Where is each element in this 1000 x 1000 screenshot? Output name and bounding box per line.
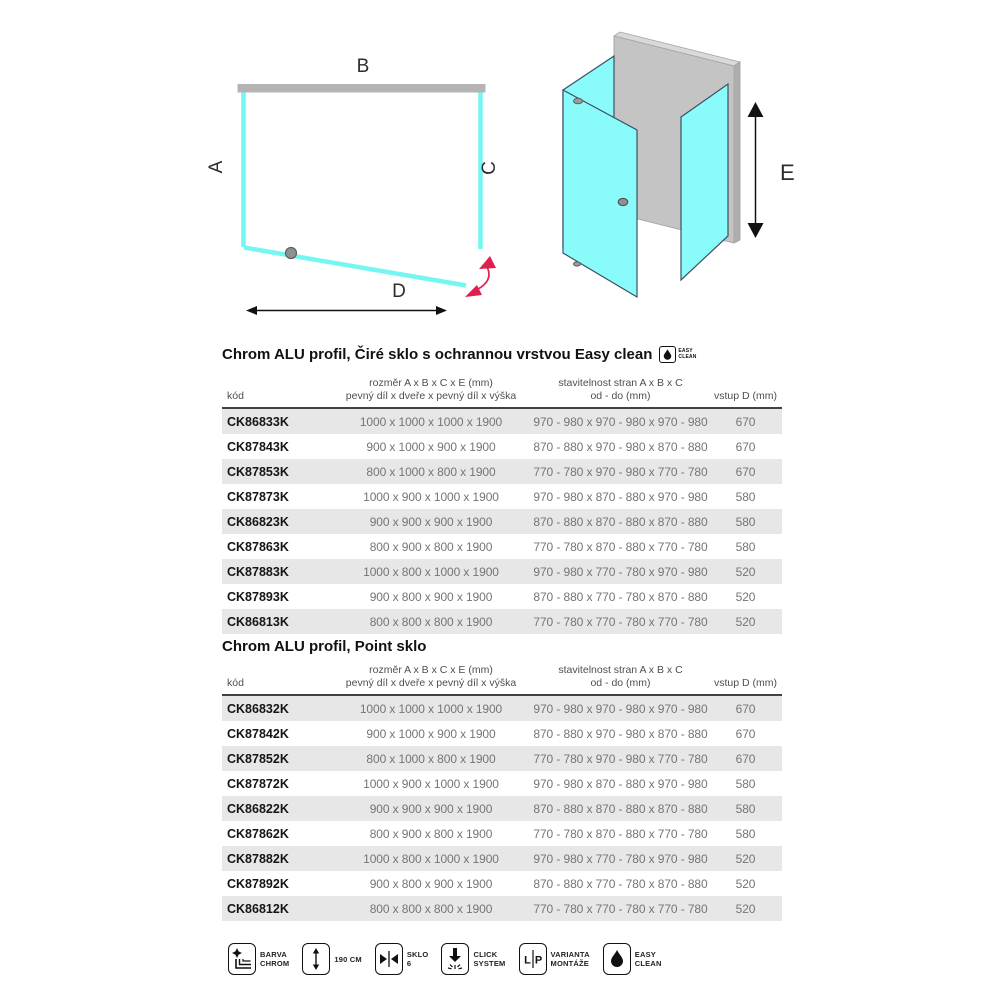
cell-rozmer: 1000 x 1000 x 1000 x 1900	[359, 414, 503, 429]
cell-kod: CK87883K	[227, 564, 289, 579]
table-row	[222, 846, 782, 871]
bottom-hinge	[574, 262, 581, 266]
feature-click-system	[441, 943, 505, 975]
cell-stavitelnost: 770 - 780 x 770 - 780 x 770 - 780	[533, 614, 708, 629]
table-row	[222, 484, 782, 509]
cell-kod: CK87842K	[227, 726, 289, 741]
dim-label-b: B	[356, 56, 370, 77]
cell-vstup: 520	[735, 901, 756, 916]
cell-stavitelnost: 970 - 980 x 870 - 880 x 970 - 980	[533, 776, 708, 791]
cell-stavitelnost: 870 - 880 x 970 - 980 x 870 - 880	[533, 726, 708, 741]
feature-label: SKLO 6	[406, 950, 429, 968]
cell-vstup: 670	[735, 701, 756, 716]
cell-stavitelnost: 770 - 780 x 870 - 880 x 770 - 780	[533, 826, 708, 841]
table-row	[222, 434, 782, 459]
top-hinge	[574, 98, 583, 104]
cell-vstup: 520	[735, 876, 756, 891]
cell-rozmer: 1000 x 800 x 1000 x 1900	[363, 851, 499, 866]
cell-vstup: 580	[735, 776, 756, 791]
cell-kod: CK87882K	[227, 851, 289, 866]
header-vstup: vstup D (mm)	[714, 677, 777, 689]
wall-bar	[238, 84, 486, 93]
dim-label-d: D	[392, 281, 406, 302]
svg-text:P: P	[534, 954, 542, 967]
cell-vstup: 670	[735, 726, 756, 741]
header-stavitelnost: stavitelnost stran A x B x C od - do (mm)	[558, 664, 683, 689]
cell-kod: CK87843K	[227, 439, 289, 454]
cell-stavitelnost: 870 - 880 x 870 - 880 x 870 - 880	[533, 801, 708, 816]
cell-kod: CK86832K	[227, 701, 289, 716]
cell-kod: CK87873K	[227, 489, 289, 504]
cell-kod: CK87893K	[227, 589, 289, 604]
right-glass-panel	[681, 84, 728, 280]
cell-stavitelnost: 970 - 980 x 770 - 780 x 970 - 980	[533, 564, 708, 579]
table-row	[222, 609, 782, 634]
cell-vstup: 670	[735, 751, 756, 766]
header-stavitelnost: stavitelnost stran A x B x C od - do (mm)	[558, 377, 683, 402]
cell-rozmer: 1000 x 900 x 1000 x 1900	[363, 489, 499, 504]
cell-stavitelnost: 970 - 980 x 970 - 980 x 970 - 980	[533, 701, 708, 716]
cell-kod: CK86823K	[227, 514, 289, 529]
table-row	[222, 721, 782, 746]
svg-text:L: L	[523, 954, 531, 967]
glass-thickness-icon	[375, 943, 403, 975]
cell-vstup: 670	[735, 414, 756, 429]
cell-vstup: 580	[735, 801, 756, 816]
header-rozmer: rozměr A x B x C x E (mm) pevný díl x dveře x pevný díl x výška	[345, 664, 517, 689]
lp-variant-icon	[519, 943, 547, 975]
cell-rozmer: 900 x 1000 x 900 x 1900	[366, 726, 496, 741]
table-row	[222, 534, 782, 559]
cell-vstup: 580	[735, 514, 756, 529]
feature-label: CLICK SYSTEM	[473, 950, 506, 968]
top-view-diagram	[200, 40, 510, 330]
cell-rozmer: 1000 x 800 x 1000 x 1900	[363, 564, 499, 579]
table-row	[222, 896, 782, 921]
table-row	[222, 771, 782, 796]
feature-label: 190 CM	[334, 954, 362, 964]
cell-kod: CK87862K	[227, 826, 289, 841]
height-dimension-arrow	[748, 102, 764, 238]
table-point-sklo	[222, 664, 782, 921]
cell-rozmer: 800 x 800 x 800 x 1900	[369, 901, 493, 916]
header-kod: kód	[227, 390, 244, 402]
cell-vstup: 520	[735, 851, 756, 866]
door-handle	[618, 198, 628, 205]
table-row	[222, 509, 782, 534]
table-row	[222, 746, 782, 771]
cell-vstup: 670	[735, 464, 756, 479]
feature-label: BARVA CHROM	[260, 950, 290, 968]
cell-vstup: 580	[735, 539, 756, 554]
feature-easy-clean	[603, 943, 662, 975]
cell-rozmer: 900 x 900 x 900 x 1900	[369, 801, 493, 816]
cell-rozmer: 800 x 900 x 800 x 1900	[369, 826, 493, 841]
cell-stavitelnost: 870 - 880 x 970 - 980 x 870 - 880	[533, 439, 708, 454]
feature-sklo-6	[375, 943, 429, 975]
section2-title: Chrom ALU profil, Point sklo	[222, 638, 427, 655]
header-rozmer: rozměr A x B x C x E (mm) pevný díl x dveře x pevný díl x výška	[345, 377, 517, 402]
table-body	[222, 696, 782, 921]
cell-stavitelnost: 970 - 980 x 770 - 780 x 970 - 980	[533, 851, 708, 866]
cell-rozmer: 900 x 800 x 900 x 1900	[369, 589, 493, 604]
table-row	[222, 559, 782, 584]
table-row	[222, 821, 782, 846]
height-arrow-icon	[302, 943, 330, 975]
cell-rozmer: 900 x 1000 x 900 x 1900	[366, 439, 496, 454]
table-row	[222, 796, 782, 821]
easy-clean-droplet-icon	[603, 943, 631, 975]
cell-stavitelnost: 970 - 980 x 870 - 880 x 970 - 980	[533, 489, 708, 504]
cell-rozmer: 1000 x 900 x 1000 x 1900	[363, 776, 499, 791]
dim-label-c: C	[479, 161, 500, 175]
cell-stavitelnost: 770 - 780 x 770 - 780 x 770 - 780	[533, 901, 708, 916]
easy-clean-badge-label: EASY CLEAN	[678, 348, 697, 360]
section2-title-row	[222, 638, 822, 655]
feature-label: EASY CLEAN	[634, 950, 662, 968]
feature-label: VARIANTA MONTÁŽE	[550, 950, 590, 968]
cell-rozmer: 800 x 1000 x 800 x 1900	[366, 464, 496, 479]
feature-barva-chrom	[228, 943, 289, 975]
cell-kod: CK87872K	[227, 776, 289, 791]
cell-vstup: 580	[735, 826, 756, 841]
cell-rozmer: 900 x 800 x 900 x 1900	[369, 876, 493, 891]
chrome-profile-icon	[228, 943, 256, 975]
cell-kod: CK87852K	[227, 751, 289, 766]
cell-kod: CK86812K	[227, 901, 289, 916]
cell-stavitelnost: 770 - 780 x 970 - 980 x 770 - 780	[533, 464, 708, 479]
cell-vstup: 670	[735, 439, 756, 454]
table-row	[222, 871, 782, 896]
header-vstup: vstup D (mm)	[714, 390, 777, 402]
click-system-icon	[441, 943, 469, 975]
cell-stavitelnost: 870 - 880 x 870 - 880 x 870 - 880	[533, 514, 708, 529]
cell-kod: CK86813K	[227, 614, 289, 629]
door-hinge-dot	[286, 248, 297, 259]
table-row	[222, 584, 782, 609]
cell-kod: CK87863K	[227, 539, 289, 554]
cell-rozmer: 800 x 900 x 800 x 1900	[369, 539, 493, 554]
entry-dimension-arrow	[246, 306, 447, 315]
cell-stavitelnost: 770 - 780 x 970 - 980 x 770 - 780	[533, 751, 708, 766]
cell-stavitelnost: 770 - 780 x 870 - 880 x 770 - 780	[533, 539, 708, 554]
feature-height-190	[302, 943, 361, 975]
cell-rozmer: 800 x 1000 x 800 x 1900	[366, 751, 496, 766]
easy-clean-droplet-icon	[659, 346, 676, 363]
feature-varianta-montaze	[519, 943, 590, 975]
section1-title-row	[222, 346, 822, 363]
table-row	[222, 409, 782, 434]
door-swing-arrow	[465, 256, 496, 297]
cell-kod: CK87853K	[227, 464, 289, 479]
cell-vstup: 520	[735, 589, 756, 604]
dim-label-a: A	[206, 160, 227, 174]
section1-title: Chrom ALU profil, Čiré sklo s ochrannou vrstvou Easy clean	[222, 346, 653, 363]
cell-kod: CK86833K	[227, 414, 289, 429]
cell-stavitelnost: 870 - 880 x 770 - 780 x 870 - 880	[533, 876, 708, 891]
cell-rozmer: 900 x 900 x 900 x 1900	[369, 514, 493, 529]
feature-icon-strip	[228, 943, 662, 975]
table-row	[222, 696, 782, 721]
easy-clean-badge	[659, 346, 696, 363]
table-body	[222, 409, 782, 634]
perspective-diagram	[545, 20, 805, 310]
header-kod: kód	[227, 677, 244, 689]
cell-rozmer: 800 x 800 x 800 x 1900	[369, 614, 493, 629]
cell-kod: CK87892K	[227, 876, 289, 891]
table-easy-clean	[222, 377, 782, 634]
table-header	[222, 664, 782, 696]
cell-stavitelnost: 970 - 980 x 970 - 980 x 970 - 980	[533, 414, 708, 429]
cell-vstup: 520	[735, 614, 756, 629]
cell-vstup: 580	[735, 489, 756, 504]
cell-rozmer: 1000 x 1000 x 1000 x 1900	[359, 701, 503, 716]
cell-vstup: 520	[735, 564, 756, 579]
dim-label-e: E	[780, 160, 795, 185]
table-header	[222, 377, 782, 409]
cell-kod: CK86822K	[227, 801, 289, 816]
table-row	[222, 459, 782, 484]
glass-door	[244, 248, 466, 286]
cell-stavitelnost: 870 - 880 x 770 - 780 x 870 - 880	[533, 589, 708, 604]
